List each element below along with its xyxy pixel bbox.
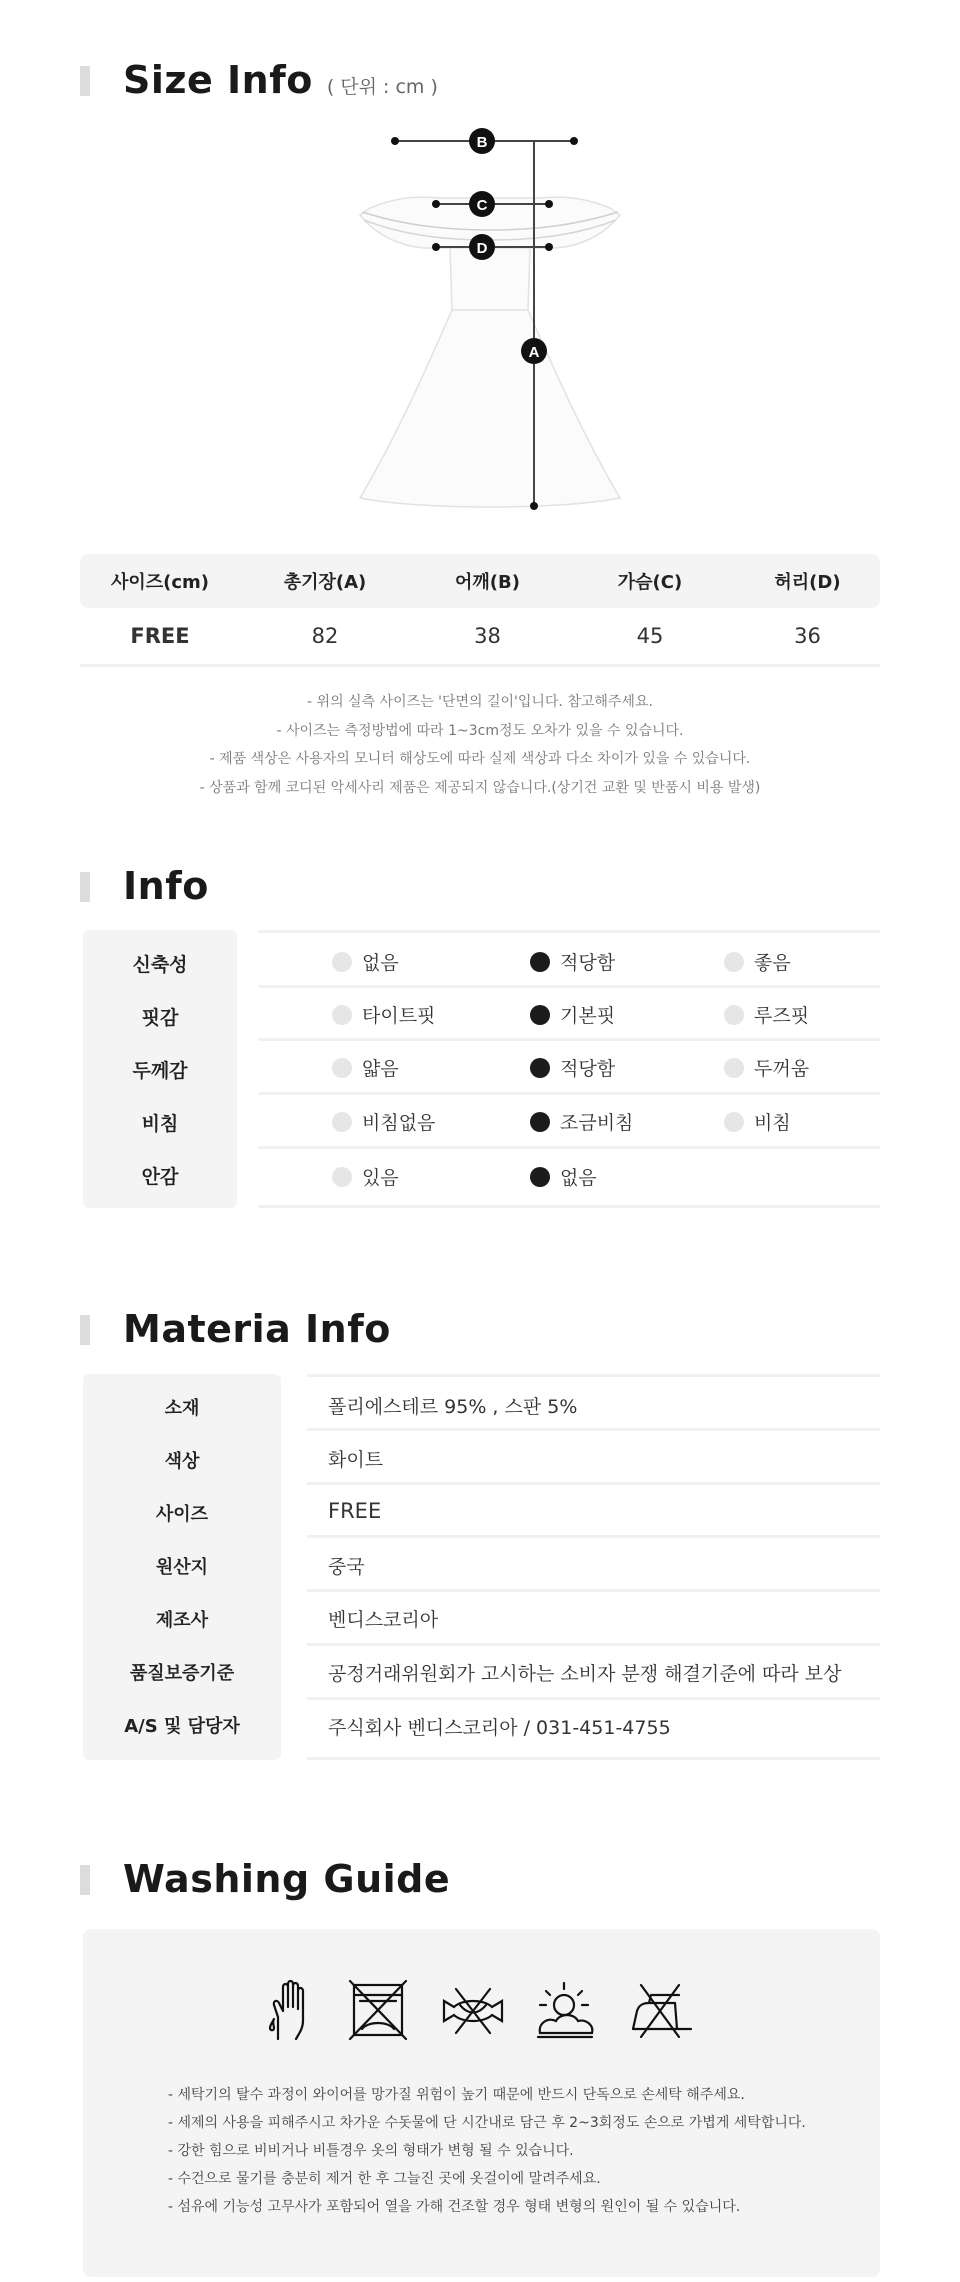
divider [307,1589,880,1592]
note-line: - 제품 색상은 사용자의 모니터 해상도에 따라 실제 색상과 다소 차이가 있을 수 있습니다. [209,751,751,767]
marker-c [469,191,495,217]
option-label: 있음 [362,1167,399,1189]
divider [307,1535,880,1538]
material-label-column [83,1374,281,1760]
divider [307,1428,880,1431]
material-label: 품질보증기준 [129,1663,235,1684]
option-label: 없음 [362,952,399,974]
section-title: Materia Info [123,1307,391,1351]
option-label: 적당함 [560,1058,616,1080]
option-label: 타이트핏 [362,1005,436,1027]
info-label-column [83,930,237,1208]
material-label: A/S 및 담당자 [124,1716,240,1737]
note-line: - 세탁기의 탈수 과정이 와이어를 망가질 위험이 높기 때문에 반드시 단독으로 손세탁 해주세요. [168,2087,745,2103]
radio-dot [332,1005,352,1025]
material-value: 폴리에스테르 95% , 스판 5% [328,1396,578,1418]
material-values [307,1374,880,1760]
radio-dot [724,1058,744,1078]
header-cell: 허리(D) [774,572,841,593]
option-item-selected [530,1054,615,1081]
material-header [123,1307,391,1351]
section-title: Washing Guide [123,1857,451,1901]
divider [307,1374,880,1377]
divider [258,930,880,933]
note-line: - 강한 힘으로 비비거나 비틀경우 옷의 형태가 변형 될 수 있습니다. [168,2143,574,2159]
shade-dry-icon [534,1979,596,2041]
material-label: 사이즈 [155,1504,209,1525]
table-cell: 36 [794,624,821,648]
header-cell: 총기장(A) [283,572,367,593]
size-table [80,554,880,667]
divider [258,1146,880,1149]
radio-dot-selected [530,1005,550,1025]
option-label: 없음 [560,1167,597,1189]
material-label: 제조사 [155,1610,209,1631]
section-marker-bar [80,1315,90,1345]
table-row [80,608,880,667]
divider [307,1697,880,1700]
section-marker-bar [80,872,90,902]
marker-b [469,128,495,154]
option-item [332,1163,399,1190]
section-marker-bar [80,66,90,96]
note-line: - 세제의 사용을 피해주시고 차가운 수돗물에 단 시간내로 담근 후 2~3회정도 손으로 가볍게 세탁합니다. [168,2115,806,2131]
info-label: 핏감 [141,1007,179,1029]
material-value: 주식회사 벤디스코리아 / 031-451-4755 [328,1717,671,1739]
washing-header [123,1857,450,1901]
info-label: 신축성 [132,954,188,976]
info-header [123,864,209,908]
material-label: 소재 [164,1398,200,1419]
radio-dot-selected [530,1058,550,1078]
note-line: - 섬유에 기능성 고무사가 포함되어 열을 가해 건조할 경우 형태 변형의 원인이 될 수 있습니다. [168,2199,741,2215]
note-line: - 수건으로 물기를 충분히 제거 한 후 그늘진 곳에 옷걸이에 말려주세요. [168,2171,601,2187]
option-item [332,1108,435,1135]
table-cell: FREE [130,624,190,648]
radio-dot [724,1112,744,1132]
radio-dot [724,1005,744,1025]
dress-measurement-figure [340,120,640,520]
option-label: 루즈핏 [754,1005,810,1027]
table-cell: 82 [311,624,339,648]
radio-dot-selected [530,952,550,972]
material-value: 중국 [328,1556,365,1578]
note-line: - 상품과 함께 코디된 악세사리 제품은 제공되지 않습니다.(상기건 교환 및 반품시 비용 발생) [199,779,761,796]
option-label: 조금비침 [560,1112,634,1134]
option-item-selected [530,948,615,975]
size-info-header [123,58,438,102]
option-item [332,1001,435,1028]
radio-dot [332,952,352,972]
material-value: 벤디스코리아 [328,1609,439,1631]
radio-dot [332,1058,352,1078]
option-item [332,1054,399,1081]
option-item [724,1001,809,1028]
svg-text:C: C [476,197,488,214]
section-title: Info [123,864,209,908]
divider [258,985,880,988]
option-item [724,1054,809,1081]
svg-text:D: D [476,240,488,257]
material-label: 원산지 [155,1557,209,1578]
option-item-selected [530,1163,597,1190]
radio-dot [724,952,744,972]
note-line: - 사이즈는 측정방법에 따라 1~3cm정도 오차가 있을 수 있습니다. [276,722,684,739]
option-label: 좋음 [754,952,791,974]
material-value: 공정거래위원회가 고시하는 소비자 분쟁 해결기준에 따라 보상 [328,1663,842,1685]
washing-guide-box [83,1929,880,2277]
divider [307,1643,880,1646]
marker-d [469,234,495,260]
option-label: 기본핏 [560,1005,616,1027]
info-options [258,930,880,1208]
svg-text:B: B [476,134,488,151]
table-cell: 38 [474,624,501,648]
header-cell: 어깨(B) [455,572,520,593]
option-label: 얇음 [362,1058,399,1080]
option-label: 두꺼움 [754,1058,810,1080]
material-value: 화이트 [328,1449,384,1471]
no-iron-icon [629,1979,695,2041]
divider [307,1482,880,1485]
info-label: 두께감 [132,1060,188,1082]
size-notes [80,688,880,802]
option-item [724,948,791,975]
note-line: - 위의 실측 사이즈는 '단면의 길이'입니다. 참고해주세요. [307,694,653,710]
svg-text:A: A [528,344,540,361]
material-label: 색상 [164,1451,200,1472]
radio-dot-selected [530,1112,550,1132]
divider [307,1757,880,1760]
section-title: Size Info [123,58,313,102]
hand-wash-icon [266,1979,320,2041]
option-item-selected [530,1108,633,1135]
info-label: 비침 [141,1113,179,1135]
option-item [724,1108,791,1135]
section-marker-bar [80,1865,90,1895]
option-label: 비침없음 [362,1112,436,1134]
divider [258,1205,880,1208]
header-cell: 사이즈(cm) [110,572,210,593]
divider [258,1038,880,1041]
radio-dot [332,1167,352,1187]
material-value: FREE [328,1499,382,1523]
table-cell: 45 [636,624,664,648]
option-label: 적당함 [560,952,616,974]
option-item-selected [530,1001,615,1028]
option-item [332,948,399,975]
marker-a [521,338,547,364]
no-bleach-icon [348,1979,408,2041]
radio-dot-selected [530,1167,550,1187]
unit-label: ( 단위 : cm ) [326,76,438,98]
washing-notes [168,2081,806,2221]
no-wring-icon [440,1979,506,2041]
size-table-header [80,554,880,608]
option-label: 비침 [754,1112,791,1134]
header-cell: 가슴(C) [617,572,683,593]
info-label: 안감 [141,1166,179,1188]
divider [258,1092,880,1095]
radio-dot [332,1112,352,1132]
